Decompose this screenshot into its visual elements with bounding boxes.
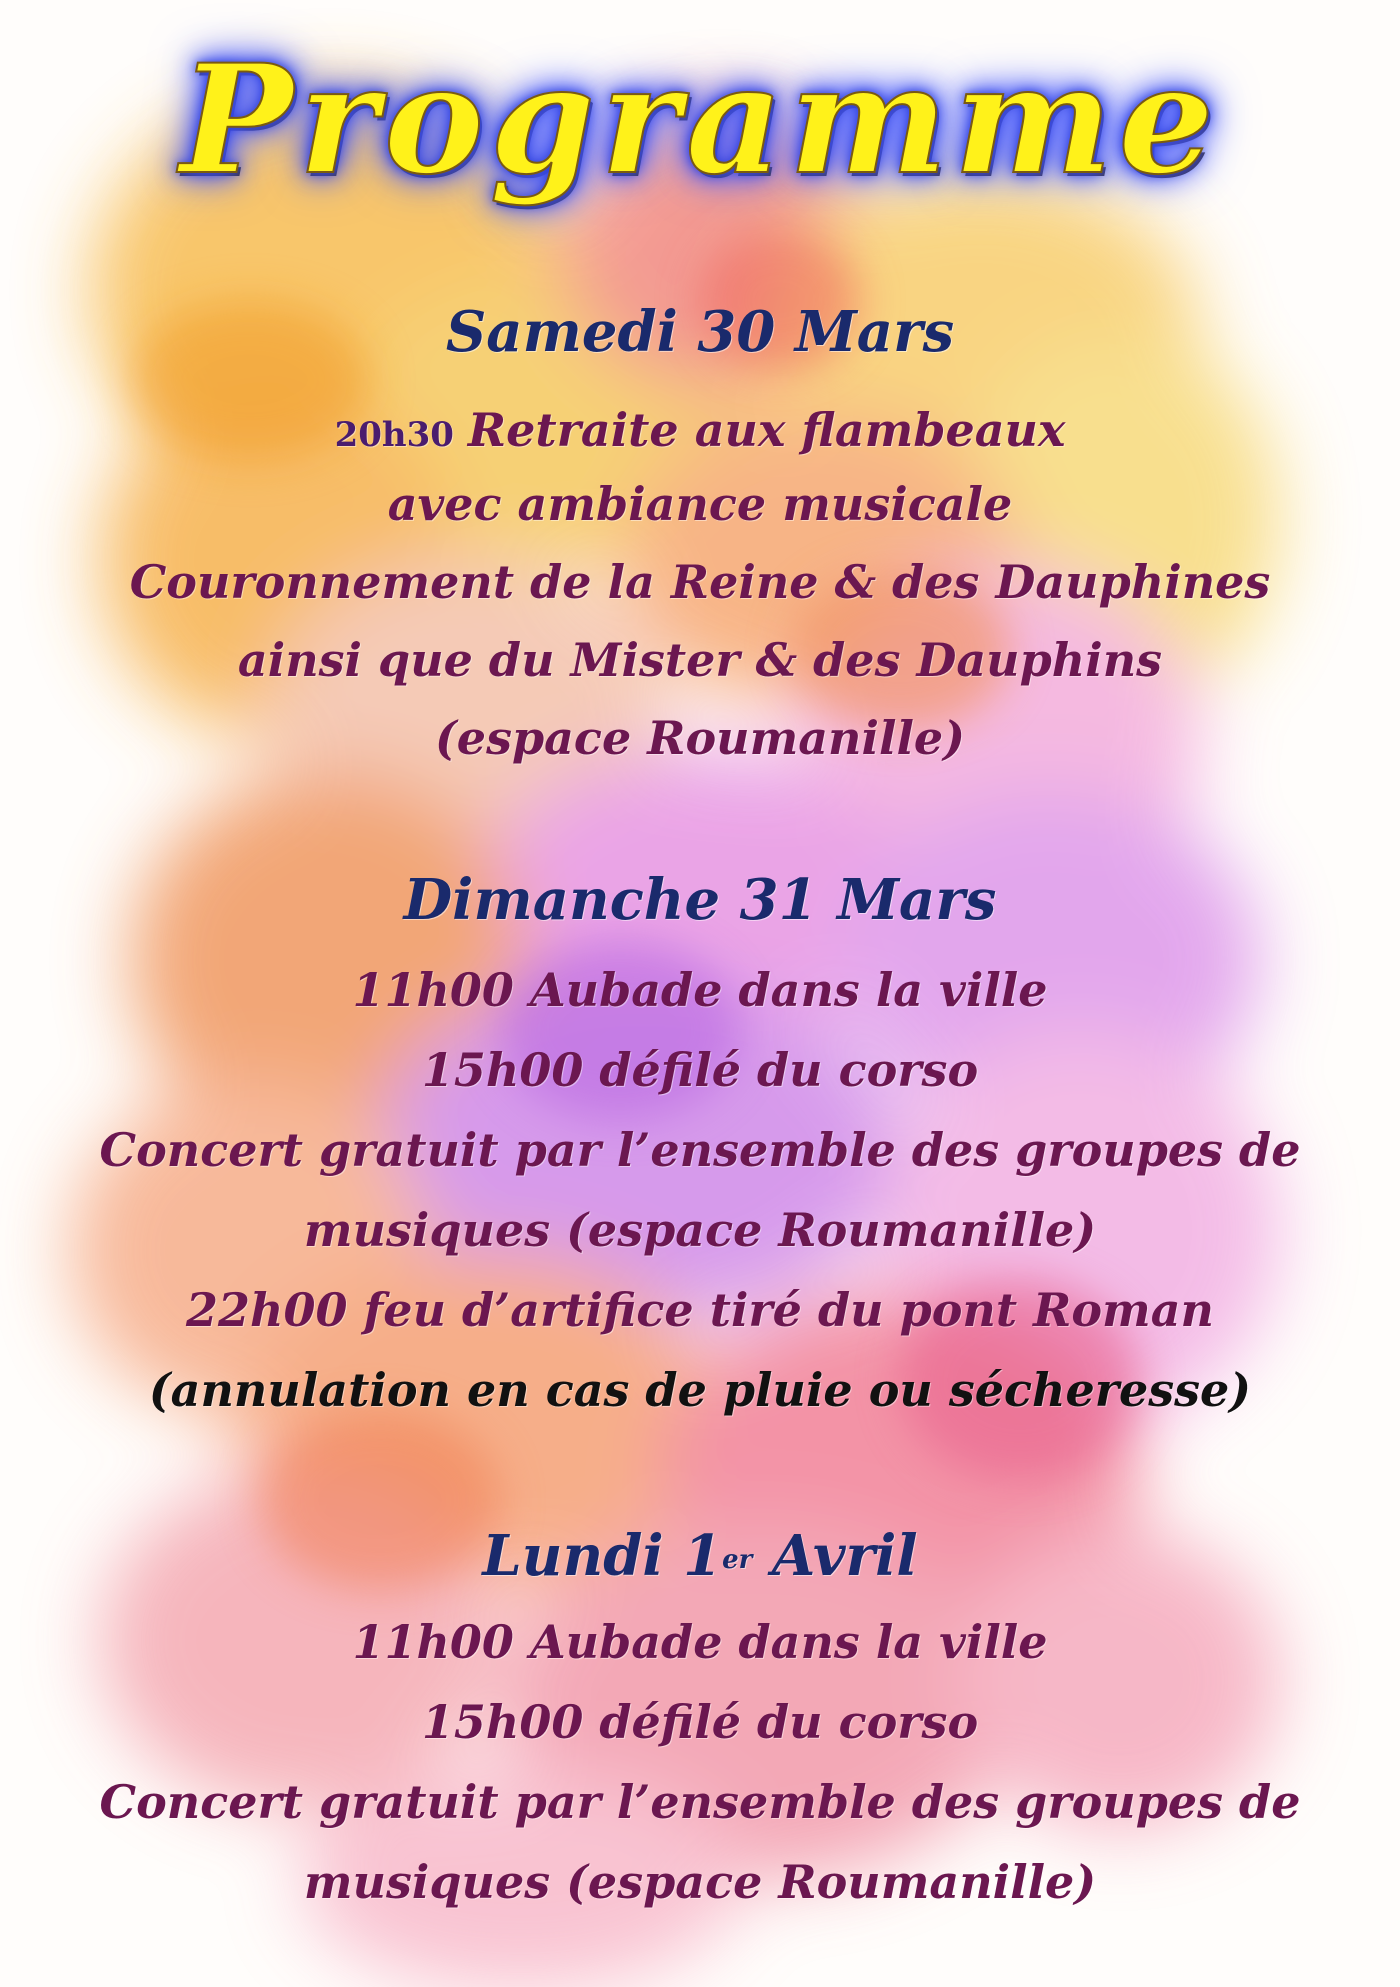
- event-line: Concert gratuit par l’ensemble des groupes de: [99, 1123, 1301, 1177]
- day-heading-saturday: Samedi 30 Mars: [445, 299, 955, 365]
- event-line: 15h00 défilé du corso: [421, 1695, 979, 1749]
- event-line: ainsi que du Mister & des Dauphins: [237, 633, 1163, 687]
- day-heading-monday: [0, 1524, 1400, 1588]
- event-line: 15h00 défilé du corso: [421, 1043, 979, 1097]
- page-title: Programme: [180, 32, 1220, 208]
- event-line: Couronnement de la Reine & des Dauphines: [129, 555, 1271, 609]
- event-line: musiques (espace Roumanille): [303, 1855, 1097, 1909]
- event-line: musiques (espace Roumanille): [303, 1203, 1097, 1257]
- day-heading-main: Lundi 1: [482, 1523, 723, 1589]
- event-line: (espace Roumanille): [435, 711, 965, 765]
- event-line: 22h00 feu d’artifice tiré du pont Roman: [186, 1283, 1214, 1337]
- event-line: Concert gratuit par l’ensemble des groupes de: [99, 1775, 1301, 1829]
- event-time: 20h30: [334, 415, 454, 455]
- day-heading-sunday: Dimanche 31 Mars: [403, 867, 997, 933]
- event-line: 11h00 Aubade dans la ville: [352, 1615, 1048, 1669]
- cancellation-notice: (annulation en cas de pluie ou sécheresse): [148, 1363, 1252, 1417]
- day-heading-rest: Avril: [752, 1523, 918, 1589]
- day-heading-ordinal: er: [722, 1545, 753, 1575]
- event-text: Retraite aux flambeaux: [467, 403, 1066, 457]
- event-line: 11h00 Aubade dans la ville: [352, 963, 1048, 1017]
- event-line: avec ambiance musicale: [387, 477, 1013, 531]
- event-line: [0, 400, 1400, 465]
